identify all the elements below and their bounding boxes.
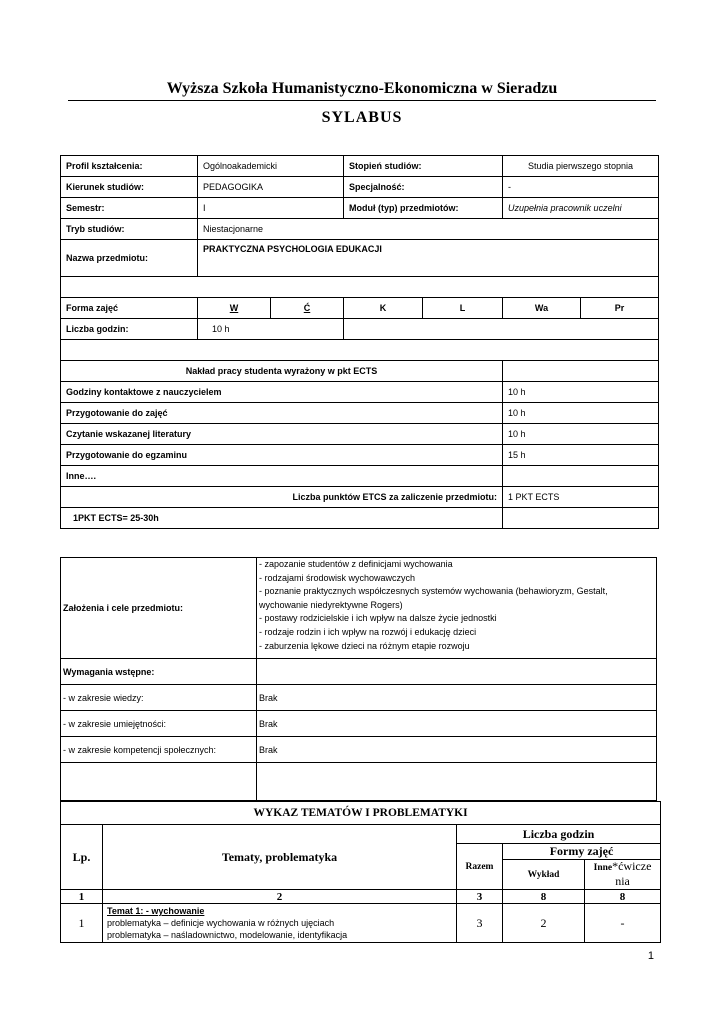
form-lab: L <box>423 298 503 319</box>
ects-heading-empty <box>503 361 659 382</box>
class-form-label: Forma zajęć <box>61 298 198 319</box>
ects-row-value: 10 h <box>503 382 659 403</box>
hours-value: 10 h <box>198 319 344 340</box>
goal-item: - zaburzenia lękowe dzieci na różnym etapie rozwoju <box>259 640 470 651</box>
page-number: 1 <box>647 950 654 962</box>
field-label: Kierunek studiów: <box>61 177 198 198</box>
ects-total-value: 1 PKT ECTS <box>503 487 659 508</box>
requirements-heading-empty <box>257 659 657 685</box>
ects-heading: Nakład pracy studenta wyrażony w pkt ECTS <box>61 361 503 382</box>
lecture-header: Wykład <box>503 860 585 890</box>
form-practice: Pr <box>581 298 659 319</box>
goal-item: - postawy rodzicielskie i ich wpływ na dalsze życie jednostki <box>259 613 497 624</box>
ects-row-label: Inne…. <box>61 466 503 487</box>
topics-heading: WYKAZ TEMATÓW I PROBLEMATYKI <box>61 802 661 825</box>
column-number: 8 <box>503 890 585 904</box>
goal-item: - rodzaje rodzin i ich wpływ na rozwój i edukację dzieci <box>259 626 477 637</box>
form-lecture: W <box>198 298 271 319</box>
goals-label: Założenia i cele przedmiotu: <box>61 558 257 659</box>
goal-item: - zapozanie studentów z definicjami wychowania <box>259 559 453 569</box>
topic-lecture-hours: 2 <box>503 904 585 943</box>
topic-other-hours: - <box>585 904 661 943</box>
study-mode-label: Tryb studiów: <box>61 219 198 240</box>
spacer-row <box>61 340 659 361</box>
column-number: 3 <box>457 890 503 904</box>
form-k: K <box>344 298 423 319</box>
column-number: 8 <box>585 890 661 904</box>
topics-header: Tematy, problematyka <box>103 825 457 890</box>
ects-note: 1PKT ECTS= 25-30h <box>61 508 503 529</box>
knowledge-value: Brak <box>257 685 657 711</box>
lp-header: Lp. <box>61 825 103 890</box>
topics-table <box>60 801 661 943</box>
total-header: Razem <box>457 844 503 890</box>
form-exercises: Ć <box>271 298 344 319</box>
profile-label: Profil kształcenia: <box>61 156 198 177</box>
requirements-empty-cell <box>61 763 257 801</box>
semester-value: I <box>198 198 344 219</box>
form-workshop: Wa <box>503 298 581 319</box>
knowledge-label: - w zakresie wiedzy: <box>61 685 257 711</box>
column-number: 1 <box>61 890 103 904</box>
module-label: Moduł (typ) przedmiotów: <box>344 198 503 219</box>
goals-list <box>257 558 657 659</box>
field-value: PEDAGOGIKA <box>198 177 344 198</box>
subject-name-value: PRAKTYCZNA PSYCHOLOGIA EDUKACJI <box>198 240 659 277</box>
topic-line: problematyka – naśladownictwo, modelowanie, identyfikacja <box>107 930 348 940</box>
ects-note-empty <box>503 508 659 529</box>
semester-label: Semestr: <box>61 198 198 219</box>
degree-value: Studia pierwszego stopnia <box>503 156 659 177</box>
goal-item: - rodzajami środowisk wychowawczych <box>259 572 416 583</box>
topic-title: Temat 1: - wychowanie <box>107 906 205 916</box>
hours-empty <box>344 319 659 340</box>
requirements-heading: Wymagania wstępne: <box>61 659 257 685</box>
other-header <box>585 860 661 890</box>
other-header-prefix: Inne <box>593 863 613 873</box>
forms-header: Formy zajęć <box>503 844 661 860</box>
ects-row-value: 10 h <box>503 424 659 445</box>
ects-row-label: Przygotowanie do egzaminu <box>61 445 503 466</box>
header-divider <box>68 100 656 101</box>
ects-row-label: Godziny kontaktowe z nauczycielem <box>61 382 503 403</box>
profile-value: Ogólnoakademicki <box>198 156 344 177</box>
ects-row-value <box>503 466 659 487</box>
other-header-suffix: *ćwicze nia <box>612 859 652 888</box>
social-competence-value: Brak <box>257 737 657 763</box>
institution-title: Wyższa Szkoła Humanistyczno-Ekonomiczna w Sieradzu <box>166 80 558 97</box>
topic-total-hours: 3 <box>457 904 503 943</box>
requirements-empty-cell <box>257 763 657 801</box>
hours-header: Liczba godzin <box>457 825 661 844</box>
ects-row-label: Czytanie wskazanej literatury <box>61 424 503 445</box>
ects-total-label: Liczba punktów ETCS za zaliczenie przedmiotu: <box>61 487 503 508</box>
course-info-table <box>60 155 659 529</box>
skills-label: - w zakresie umiejętności: <box>61 711 257 737</box>
hours-label: Liczba godzin: <box>61 319 198 340</box>
goal-item: wychowanie niedyrektywne Rogers) <box>259 599 403 610</box>
specialization-value: - <box>503 177 659 198</box>
topic-description <box>103 904 457 943</box>
goal-item: - poznanie praktycznych współczesnych systemów wychowania (behawioryzm, Gestalt, <box>259 586 608 597</box>
topic-line: problematyka – definicje wychowania w różnych ujęciach <box>107 918 335 928</box>
spacer-row <box>61 277 659 298</box>
ects-row-value: 10 h <box>503 403 659 424</box>
ects-row-value: 15 h <box>503 445 659 466</box>
goals-requirements-table <box>60 557 657 801</box>
degree-label: Stopień studiów: <box>344 156 503 177</box>
study-mode-value: Niestacjonarne <box>198 219 659 240</box>
ects-row-label: Przygotowanie do zajęć <box>61 403 503 424</box>
topic-lp: 1 <box>61 904 103 943</box>
column-number: 2 <box>103 890 457 904</box>
module-value: Uzupełnia pracownik uczelni <box>503 198 659 219</box>
subject-name-label: Nazwa przedmiotu: <box>61 240 198 277</box>
specialization-label: Specjalność: <box>344 177 503 198</box>
table-row <box>61 904 661 943</box>
document-title: SYLABUS <box>321 109 403 126</box>
skills-value: Brak <box>257 711 657 737</box>
social-competence-label: - w zakresie kompetencji społecznych: <box>61 737 257 763</box>
